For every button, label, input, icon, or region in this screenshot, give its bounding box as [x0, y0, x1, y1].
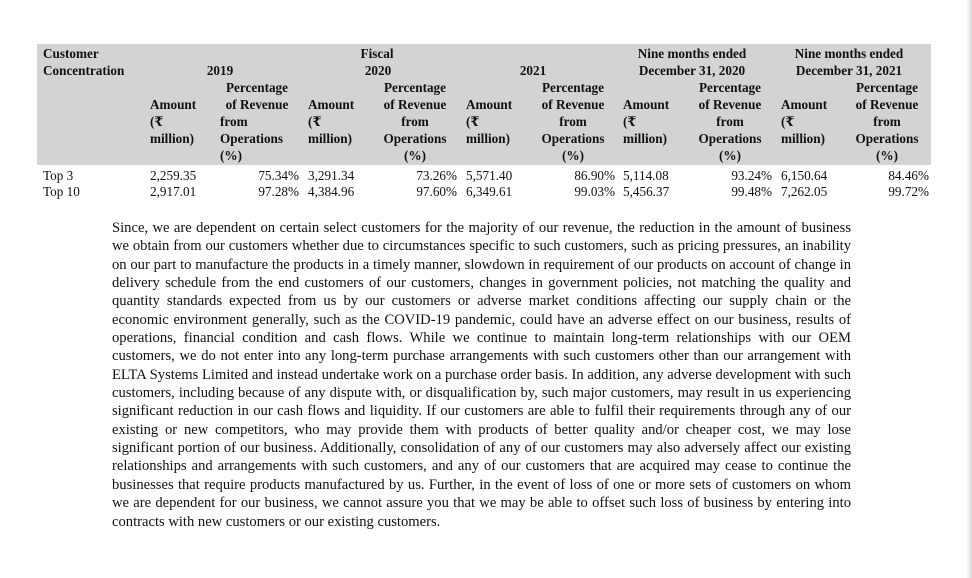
nm2020-amount-head2: (₹ [623, 114, 637, 129]
fy2019-amount: 2,259.35 [150, 168, 197, 183]
nine-months-2021-line1: Nine months ended [794, 46, 904, 61]
nm2021-amount: 7,262.05 [781, 184, 828, 199]
fy2021-amount: 6,349.61 [466, 184, 513, 199]
fy2020-pct-head5: (%) [404, 148, 426, 163]
fy2019-amount-head2: (₹ [150, 114, 164, 129]
year-2021: 2021 [519, 63, 547, 78]
nine-months-2020-line1: Nine months ended [637, 46, 747, 61]
fy2019-pct-head2: of Revenue [225, 97, 289, 112]
table-header [37, 44, 931, 165]
table-row-top3 [37, 168, 931, 184]
fy2020-amount-head3: million) [308, 131, 352, 146]
nm2021-pct-head5: (%) [876, 148, 898, 163]
fy2020-amount-head2: (₹ [308, 114, 322, 129]
nm2021-pct: 99.72% [888, 184, 929, 199]
fy2021-pct-head4: Operations [541, 131, 605, 146]
fy2019-pct-head1: Percentage [226, 80, 288, 95]
nine-months-2020-line2: December 31, 2020 [638, 63, 746, 78]
fy2019-pct: 97.28% [258, 184, 299, 199]
fy2021-amount-head3: million) [466, 131, 510, 146]
nm2021-amount-head1: Amount [781, 97, 828, 112]
customer-dependence-paragraph: Since, we are dependent on certain select customers for the majority of our revenue, the reduction in the amount of business we obtain from our customers whether due to circumstances specific to such customers, such as pricing pressures, an inability on our part to manufacture the products in a timely manner, slowdown in requirement of our products on account of change in delivery schedule from the end customers of our customers, changes in government policies, not matching the quality and quantity standards expected from us by our customers or adverse market conditions affecting our supply chain or the economic environment generally, such as the COVID-19 pandemic, could have an adverse effect on our business, results of operations, financial condition and cash flows. While we continue to maintain long-term relationships with our OEM customers, we do not enter into any long-term purchase arrangements with such customers other than our arrangement with ELTA Systems Limited and instead undertake work on a purchase order basis. In addition, any adverse development with such customers, including because of any dispute with, or disqualification by, such major customers, may result in us experiencing significant reduction in our cash flows and liquidity. If our customers are able to fulfil their requirements through any of our existing or new competitors, who may provide them with products of better quality and/or cheaper cost, we may lose significant portion of our business. Additionally, consolidation of any of our customers may also adversely affect our existing relationships and arrangements with such customers, and any of our customers that are acquired may cease to continue the businesses that require products manufactured by us. Further, in the event of loss of one or more sets of customers on whom we are dependent for our business, we cannot assure you that we may be able to offset such loss of business by entering into contracts with new customers or our existing customers. [112, 220, 851, 530]
fy2020-amount: 4,384.96 [308, 184, 355, 199]
fy2021-amount-head1: Amount [466, 97, 513, 112]
fy2021-amount-head2: (₹ [466, 114, 480, 129]
customer-label-line2: Concentration [43, 63, 125, 78]
fy2019-pct-head4: Operations [220, 131, 284, 146]
nm2021-pct-head1: Percentage [856, 80, 918, 95]
fy2019-amount: 2,917.01 [150, 184, 197, 199]
page-edge-shadow [966, 0, 972, 578]
customer-concentration-table [37, 44, 931, 200]
customer-label-line1: Customer [43, 46, 99, 61]
nm2021-pct-head4: Operations [855, 131, 919, 146]
fy2019-pct-head5: (%) [220, 148, 242, 163]
nm2020-pct: 93.24% [731, 168, 772, 183]
year-2019: 2019 [206, 63, 234, 78]
fy2020-pct-head4: Operations [383, 131, 447, 146]
fy2020-pct: 97.60% [416, 184, 457, 199]
fy2020-pct-head1: Percentage [384, 80, 446, 95]
fy2020-pct: 73.26% [416, 168, 457, 183]
nm2020-amount-head1: Amount [623, 97, 670, 112]
nm2020-pct-head4: Operations [698, 131, 762, 146]
nm2021-pct: 84.46% [888, 168, 929, 183]
nm2020-pct-head2: of Revenue [698, 97, 762, 112]
fy2019-amount-head1: Amount [150, 97, 197, 112]
row-label: Top 3 [43, 168, 74, 183]
nm2021-pct-head2: of Revenue [855, 97, 919, 112]
fy2020-amount: 3,291.34 [308, 168, 355, 183]
nm2020-amount: 5,456.37 [623, 184, 670, 199]
fy2019-amount-head3: million) [150, 131, 194, 146]
nm2020-amount: 5,114.08 [623, 168, 669, 183]
row-label: Top 10 [43, 184, 80, 199]
fy2019-pct: 75.34% [258, 168, 299, 183]
nm2021-amount-head2: (₹ [781, 114, 795, 129]
nine-months-2021-line2: December 31, 2021 [795, 63, 903, 78]
table-row-top10 [37, 184, 931, 200]
fy2020-amount-head1: Amount [308, 97, 355, 112]
year-2020: 2020 [364, 63, 392, 78]
fy2021-pct-head2: of Revenue [541, 97, 605, 112]
nm2020-pct-head5: (%) [719, 148, 741, 163]
fy2021-amount: 5,571.40 [466, 168, 513, 183]
fy2020-pct-head3: from [401, 114, 429, 129]
fy2021-pct-head5: (%) [562, 148, 584, 163]
fy2021-pct: 99.03% [574, 184, 615, 199]
nm2020-pct: 99.48% [731, 184, 772, 199]
nm2020-pct-head1: Percentage [699, 80, 761, 95]
fy2021-pct-head1: Percentage [542, 80, 604, 95]
fy2020-pct-head2: of Revenue [383, 97, 447, 112]
nm2021-pct-head3: from [873, 114, 901, 129]
fy2019-pct-head3: from [220, 114, 248, 129]
nm2020-amount-head3: million) [623, 131, 667, 146]
nm2020-pct-head3: from [716, 114, 744, 129]
fy2021-pct: 86.90% [574, 168, 615, 183]
nm2021-amount-head3: million) [781, 131, 825, 146]
nm2021-amount: 6,150.64 [781, 168, 828, 183]
fy2021-pct-head3: from [559, 114, 587, 129]
fiscal-label: Fiscal [360, 46, 394, 61]
